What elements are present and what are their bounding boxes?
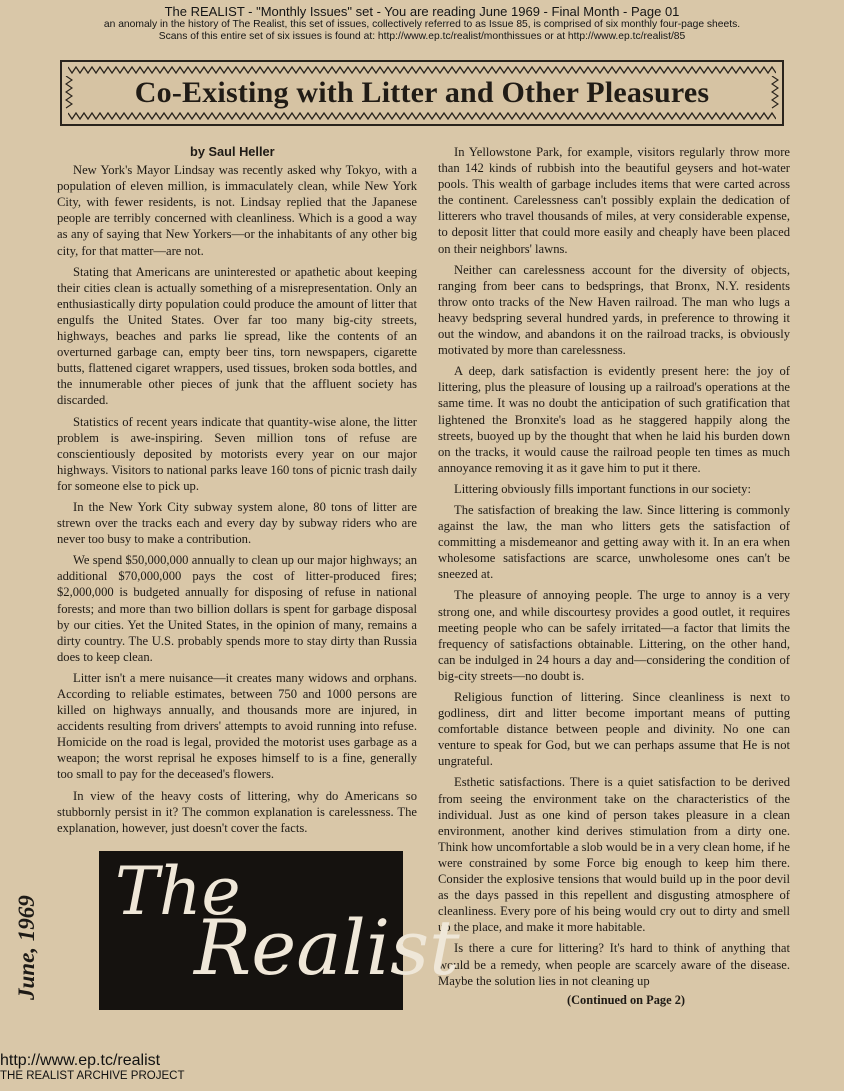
paragraph: In view of the heavy costs of littering, why do Americans so stubbornly persist in it? The common explanation is carelessness. The explanation, however, just doesn't cover the facts.: [57, 788, 417, 835]
top-zigzag-border: [68, 66, 776, 74]
article-title: Co-Existing with Litter and Other Pleasures: [134, 76, 710, 109]
paragraph: Stating that Americans are uninterested or apathetic about keeping their cities clean is actually something of a misrepresentation. Only an enthusiastically dirty population could produce the amount of litter that engulfs the United States. Over far too many big-city streets, highways, beaches and parks lie spread, like the contents of an overturned garbage can, empty beer tins, torn newspapers, cigarette butts, flattened cigaret wrappers, used tissues, broken soda bottles, and the innumerable other pieces of junk that the affluent society has discarded.: [57, 264, 417, 408]
paragraph: Esthetic satisfactions. There is a quiet satisfaction to be derived from seeing the environment take on the characteristics of the individual. Just as one kind of person takes pleasure in a clean environment, another kind derives stimulation from a dirty one. Think how uncomfortable a slob would be in a very clean home, if he were constrained by some Force big enough to keep him there. Consider the explosive tensions that would build up in the poor devil as the days passed in this repellent and disgusting atmosphere of cleanliness. Every pore of his being would cry out to dirty and smell up the place, and make it more habitable.: [438, 775, 790, 935]
paragraph: The satisfaction of breaking the law. Since littering is commonly against the law, the man who litters gets the satisfaction of committing a misdemeanor and getting away with it. In an era when wholesome satisfactions are scarce, unwholesome ones can't be sneezed at.: [438, 502, 790, 582]
bottom-zigzag-border: [68, 112, 776, 120]
archive-header: [0, 4, 844, 43]
title-banner: [60, 60, 784, 126]
paragraph: Religious function of littering. Since cleanliness is next to godliness, dirt and litter become important means of putting comfortable distance between people and divinity. No one can venture to speak for God, but we can perhaps assume that He is not ungrateful.: [438, 690, 790, 769]
archive-footer: [0, 1052, 184, 1083]
paragraph: We spend $50,000,000 annually to clean up our major highways; an additional $70,000,000 pays the cost of litter-produced fires; $2,000,000 is budgeted annually for disposing of refuse in national forests; and more than two billion dollars is spent for garbage disposal by our cities. Yet the United States, in the opinion of many, remains a dirty country. The U.S. probably spends more to stay dirty than Russia does to keep clean.: [57, 553, 417, 664]
logo-realist: Realist: [194, 903, 460, 992]
archive-header-line-2: an anomaly in the history of The Realist, this set of issues, collectively referred to as Issue 85, is comprised of six monthly four-page sheets.: [103, 19, 741, 30]
archive-header-line-3: Scans of this entire set of six issues is found at: http://www.ep.tc/realist/monthissues or at http://www.ep.tc/realist/85: [158, 31, 686, 42]
logo-the: The: [115, 853, 241, 930]
paragraph: Statistics of recent years indicate that quantity-wise alone, the litter problem is awe-inspiring. Seven million tons of refuse are conscientiously deposited by motorists every year on our major highways. Visitors to national parks leave 160 tons of picnic trash daily for someone else to pick up.: [57, 414, 417, 493]
paragraph: Neither can carelessness account for the diversity of objects, ranging from beer cans to bedsprings, that Bronx, N.Y. residents throw onto tracks of the New Haven railroad. The man who lugs a heavy bedspring several hundred yards, in preference to throwing it out the window, and abandons it on the railroad tracks, is obviously motivated by more than carelessness.: [438, 262, 790, 358]
paragraph: A deep, dark satisfaction is evidently present here: the joy of littering, plus the pleasure of lousing up a railroad's operations at the same time. It was no doubt the anticipation of such gratification that lightened the Bronxite's load as he staggered happily along the streets, buoyed up by the thought that when he laid his burden down on the tracks, it would cause the railroad people ten times as much annoyance removing it as it gave him to put it there.: [438, 364, 790, 475]
paragraph: The pleasure of annoying people. The urge to annoy is a very strong one, and while discourtesy provides a good outlet, it requires meeting people who can be safely irritated—a factor that limits the frequency of satisfactions obtainable. Littering, on the other hand, can be indulged in 24 hours a day and—considering the condition of big-city streets—no doubt is.: [438, 588, 790, 683]
issue-date: June, 1969: [14, 895, 39, 1000]
archive-project-name: THE REALIST ARCHIVE PROJECT: [0, 1070, 185, 1082]
paragraph: In Yellowstone Park, for example, visitors regularly throw more than 142 kinds of rubbish into the beautiful geysers and hot-water pools. This wealth of garbage includes items that were carted across the continent. Carelessness can't possibly explain the dedication of litterers who travel thousands of miles, at very considerable expense, to deposit litter that could more easily and cheaply have been placed on their neighbors' lawns.: [438, 145, 790, 256]
paragraph: Is there a cure for littering? It's hard to think of anything that would be a remedy, when people are scarcely aware of the disease. Maybe the solution lies in not cleaning up: [438, 941, 790, 988]
left-column: [57, 144, 417, 841]
paragraph: Litter isn't a mere nuisance—it creates many widows and orphans. According to reliable estimates, between 750 and 1000 persons are killed on highways annually, and thousands more are injured, in accidents resulting from drivers' attempts to avoid running into refuse. Homicide on the road is legal, provided the motorist uses garbage as a weapon; the worst reprisal he exposes himself to is a fine, generally too small to pay for the deceased's flowers.: [57, 670, 417, 782]
byline: by Saul Heller: [190, 144, 275, 159]
realist-logo: [99, 851, 460, 1010]
right-column: [438, 144, 790, 1008]
paragraph: New York's Mayor Lindsay was recently asked why Tokyo, with a population of eleven million, is immaculately clean, while New York City, with fewer residents, is not. Lindsay replied that the Japanese people are terribly concerned with cleanliness. Which is a good a way as any of saying that New Yorkers—or the inhabitants of any other big city, for that matter—are not.: [57, 163, 417, 258]
paragraph: In the New York City subway system alone, 80 tons of litter are strewn over the tracks each and every day by subway riders who are never too busy to make a contribution.: [57, 499, 417, 547]
paragraph: Littering obviously fills important functions in our society:: [454, 481, 751, 496]
continued-note: (Continued on Page 2): [566, 992, 686, 1007]
archive-url[interactable]: http://www.ep.tc/realist: [0, 1052, 161, 1069]
archive-header-line-1: The REALIST - "Monthly Issues" set - You are reading June 1969 - Final Month - Page 01: [164, 4, 680, 19]
